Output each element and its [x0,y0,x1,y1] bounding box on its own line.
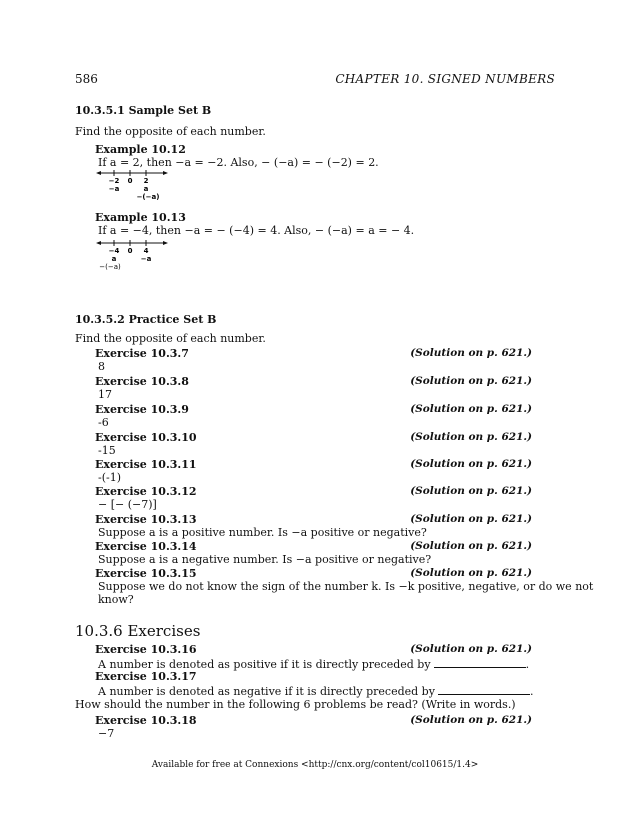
exercise-label: Exercise 10.3.11 [95,458,197,471]
exercise-label: Exercise 10.3.16 [95,643,197,656]
chapter-header: CHAPTER 10. SIGNED NUMBERS [335,72,555,86]
exercise-body [98,656,529,671]
solution-link[interactable]: (Solution on p. 621.) [410,714,532,726]
solution-link[interactable]: (Solution on p. 621.) [410,485,532,497]
exercise-body: −7 [98,727,115,740]
example-label: Example 10.12 [95,143,186,156]
exercise-body: 17 [98,388,112,401]
sample-set-instruction: Find the opposite of each number. [75,125,266,138]
answer-blank[interactable] [434,656,526,668]
exercise-label: Exercise 10.3.15 [95,567,197,580]
exercise-end: . [525,658,530,671]
exercise-label: Exercise 10.3.9 [95,403,189,416]
example-label: Example 10.13 [95,211,186,224]
point-label: a [143,185,149,193]
solution-link[interactable]: (Solution on p. 621.) [410,431,532,443]
tick-label: 0 [127,247,133,255]
exercises-section-title: 10.3.6 Exercises [75,622,201,640]
tick-label: −4 [108,247,120,255]
exercise-body: -(-1) [98,471,122,484]
exercise-body: Suppose a is a positive number. Is −a positive or negative? [98,526,427,539]
exercise-body: Suppose we do not know the sign of the number k. Is −k positive, negative, or do we not know? [98,580,594,606]
sample-set-title: 10.3.5.1 Sample Set B [75,104,212,117]
exercise-label: Exercise 10.3.18 [95,714,197,727]
solution-link[interactable]: (Solution on p. 621.) [410,643,532,655]
page-number: 586 [75,72,98,86]
solution-link[interactable]: (Solution on p. 621.) [410,375,532,387]
solution-link[interactable]: (Solution on p. 621.) [410,347,532,359]
solution-link[interactable]: (Solution on p. 621.) [410,567,532,579]
answer-blank[interactable] [438,683,530,695]
example-text: If a = −4, then −a = − (−4) = 4. Also, − (−a) = a = − 4. [98,224,415,237]
example-text: If a = 2, then −a = −2. Also, − (−a) = − (−2) = 2. [98,156,379,169]
exercise-label: Exercise 10.3.13 [95,513,197,526]
point-label: a [111,255,117,263]
exercise-label: Exercise 10.3.10 [95,431,197,444]
practice-set-title: 10.3.5.2 Practice Set B [75,313,217,326]
question-text: How should the number in the following 6 problems be read? (Write in words.) [75,698,516,711]
number-line-figure [96,238,176,274]
tick-label: −2 [108,177,120,185]
exercise-body: -15 [98,444,116,457]
exercise-text: A number is denoted as positive if it is directly preceded by [98,658,431,671]
tick-label: 4 [143,247,149,255]
point-label: −a [140,255,152,263]
exercise-label: Exercise 10.3.12 [95,485,197,498]
solution-link[interactable]: (Solution on p. 621.) [410,403,532,415]
exercise-body: -6 [98,416,109,429]
solution-link[interactable]: (Solution on p. 621.) [410,540,532,552]
point-label: −(−a) [136,193,160,201]
practice-set-instruction: Find the opposite of each number. [75,332,266,345]
tick-label: 0 [127,177,133,185]
number-line-figure [96,168,176,204]
exercise-label: Exercise 10.3.17 [95,670,197,683]
footer-availability: Available for free at Connexions <http://cnx.org/content/col10615/1.4> [151,760,479,770]
exercise-text: A number is denoted as negative if it is directly preceded by [98,685,435,698]
exercise-end: . [529,685,534,698]
solution-link[interactable]: (Solution on p. 621.) [410,458,532,470]
exercise-label: Exercise 10.3.8 [95,375,189,388]
exercise-body: − [− (−7)] [98,498,157,511]
exercise-body: Suppose a is a negative number. Is −a positive or negative? [98,553,432,566]
exercise-body: 8 [98,360,105,373]
solution-link[interactable]: (Solution on p. 621.) [410,513,532,525]
exercise-label: Exercise 10.3.7 [95,347,189,360]
tick-label: 2 [143,177,149,185]
exercise-body [98,683,533,698]
exercise-label: Exercise 10.3.14 [95,540,197,553]
point-label: −a [108,185,120,193]
point-label: −(−a) [99,263,121,271]
